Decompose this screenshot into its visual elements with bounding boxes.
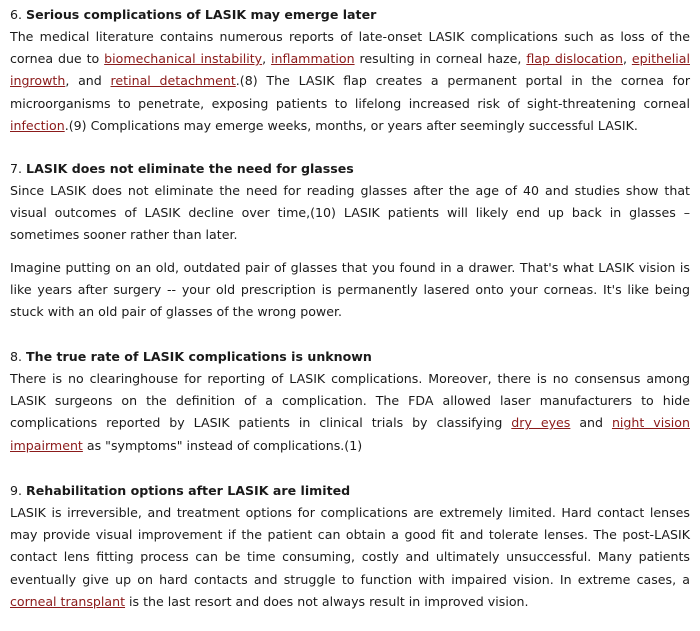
text-run: is the last resort and does not always result in improved vision.: [125, 593, 529, 609]
section-heading: [10, 158, 690, 180]
section-paragraph: [10, 368, 690, 457]
link-retinal-detachment[interactable]: retinal detachment: [110, 73, 236, 89]
section-number: 9.: [10, 483, 23, 498]
section-title: The true rate of LASIK complications is unknown: [26, 349, 372, 364]
section-heading: [10, 4, 690, 26]
text-run: , and: [65, 73, 111, 89]
section-number: 7.: [10, 161, 23, 176]
link-dry-eyes[interactable]: dry eyes: [511, 415, 571, 431]
link-corneal-transplant[interactable]: corneal transplant: [10, 593, 126, 609]
section-paragraph: [10, 502, 690, 613]
link-infection[interactable]: infection: [10, 117, 65, 133]
section-title: Serious complications of LASIK may emerge later: [26, 7, 377, 22]
text-run: resulting in corneal haze,: [354, 51, 527, 67]
link-flap-dislocation[interactable]: flap dislocation: [526, 51, 623, 67]
section-title: LASIK does not eliminate the need for glasses: [26, 161, 354, 176]
link-biomechanical-instability[interactable]: biomechanical instability: [104, 51, 263, 67]
text-run: The medical literature contains numerous reports of late-onset LASIK complications such as loss of the cornea due to: [10, 29, 690, 67]
section-paragraph: Since LASIK does not eliminate the need for reading glasses after the age of 40 and studies show that visual outcomes of LASIK decline over time,(10) LASIK patients will likely end up back in glasses – sometimes sooner rather than later.: [10, 183, 690, 243]
section-7-continued: [10, 257, 690, 324]
link-epithelial-ingrowth[interactable]: epithelial ingrowth: [10, 51, 690, 89]
text-run: as "symptoms" instead of complications.(1): [82, 437, 363, 453]
section-8: [10, 343, 690, 457]
text-run: ,: [622, 51, 632, 67]
text-run: LASIK is irreversible, and treatment options for complications are extremely limited. Hard contact lenses may provide visual improvement if the patient can obtain a good fit and tolerate lenses. The post-LASIK contact lens fitting process can be time consuming, costly and ultimately unsuccessful. Many patients eventually give up on hard contacts and struggle to function with impaired vision. In extreme cases, a: [10, 505, 690, 587]
section-number: 6.: [10, 7, 23, 22]
section-heading: [10, 346, 690, 368]
text-run: .(9) Complications may emerge weeks, months, or years after seemingly successful LASIK.: [64, 117, 638, 133]
section-heading: [10, 480, 690, 502]
text-run: ,: [262, 51, 272, 67]
text-run: and: [570, 415, 612, 431]
section-paragraph: Imagine putting on an old, outdated pair of glasses that you found in a drawer. That's what LASIK vision is like years after surgery -- your old prescription is permanently lasered onto your corneas. It's like being stuck with an old pair of glasses of the wrong power.: [10, 260, 690, 320]
section-9: [10, 477, 690, 613]
section-number: 8.: [10, 349, 23, 364]
section-6: [10, 1, 690, 137]
section-7: [10, 155, 690, 247]
section-title: Rehabilitation options after LASIK are limited: [26, 483, 351, 498]
text-run: .(8) The LASIK flap creates a permanent portal in the cornea for microorganisms to penetrate, exposing patients to lifelong increased risk of sight-threatening corneal: [10, 73, 690, 111]
section-paragraph: [10, 26, 690, 137]
text-run: There is no clearinghouse for reporting of LASIK complications. Moreover, there is no consensus among LASIK surgeons on the definition of a complication. The FDA allowed laser manufacturers to hide complications reported by LASIK patients in clinical trials by classifying: [10, 371, 690, 431]
link-night-vision-impairment[interactable]: night vision impairment: [10, 415, 690, 453]
link-inflammation[interactable]: inflammation: [271, 51, 355, 67]
